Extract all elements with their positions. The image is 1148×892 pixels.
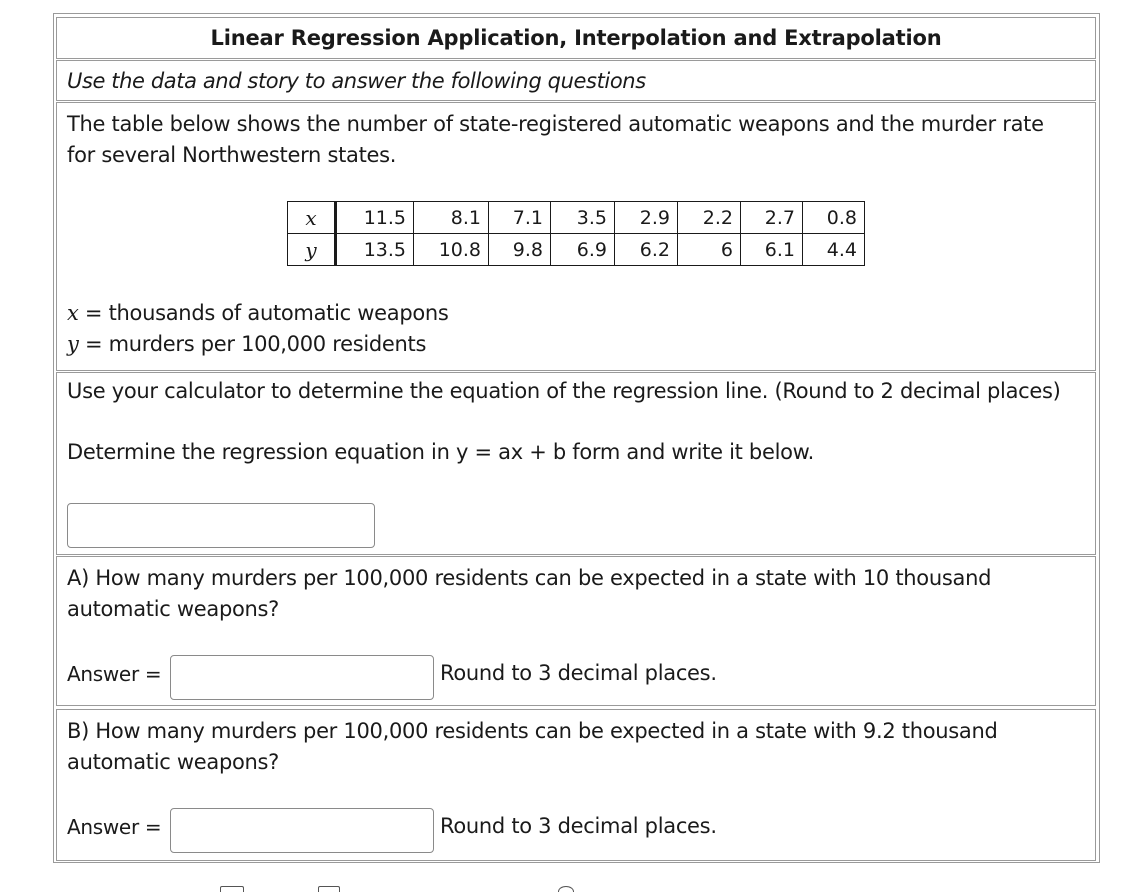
table-row-x bbox=[288, 202, 865, 234]
x-cell: 0.8 bbox=[803, 202, 865, 234]
answer-b-note: Round to 3 decimal places. bbox=[440, 814, 717, 838]
y-cell: 13.5 bbox=[336, 234, 414, 266]
answer-b-label: Answer = bbox=[67, 815, 162, 839]
answer-a-label: Answer = bbox=[67, 662, 162, 686]
question-b-cell bbox=[56, 709, 1096, 861]
question-a-text: A) How many murders per 100,000 residents can be expected in a state with 10 thousand automatic weapons? bbox=[67, 566, 992, 621]
instructions-cell bbox=[56, 60, 1096, 101]
table-row-y bbox=[288, 234, 865, 266]
x-header: x bbox=[288, 202, 336, 234]
y-cell: 6.2 bbox=[615, 234, 678, 266]
story-cell bbox=[56, 102, 1096, 371]
question-container bbox=[53, 13, 1100, 863]
y-cell: 6.9 bbox=[551, 234, 615, 266]
x-cell: 2.9 bbox=[615, 202, 678, 234]
data-table bbox=[287, 201, 865, 266]
y-cell: 4.4 bbox=[803, 234, 865, 266]
x-cell: 2.7 bbox=[741, 202, 803, 234]
question-a-cell bbox=[56, 556, 1096, 706]
x-cell: 3.5 bbox=[551, 202, 615, 234]
y-cell: 9.8 bbox=[489, 234, 551, 266]
page-title: Linear Regression Application, Interpolation and Extrapolation bbox=[210, 26, 942, 50]
y-definition bbox=[67, 332, 426, 356]
y-header: y bbox=[288, 234, 336, 266]
x-def-text: = thousands of automatic weapons bbox=[78, 301, 449, 325]
x-cell: 11.5 bbox=[336, 202, 414, 234]
answer-b-input[interactable] bbox=[170, 808, 434, 853]
clipped-footer-controls bbox=[60, 884, 760, 892]
regression-instruction: Determine the regression equation in y = ax + b form and write it below. bbox=[67, 440, 814, 464]
regression-cell bbox=[56, 372, 1096, 555]
x-cell: 2.2 bbox=[678, 202, 741, 234]
clipped-control bbox=[318, 886, 340, 892]
x-cell: 8.1 bbox=[414, 202, 489, 234]
answer-a-note: Round to 3 decimal places. bbox=[440, 661, 717, 685]
y-cell: 10.8 bbox=[414, 234, 489, 266]
instructions-text: Use the data and story to answer the following questions bbox=[67, 68, 646, 93]
regression-equation-input[interactable] bbox=[67, 503, 375, 548]
y-cell: 6.1 bbox=[741, 234, 803, 266]
y-def-variable: y bbox=[67, 332, 79, 356]
x-definition bbox=[67, 301, 449, 325]
clipped-control bbox=[558, 886, 574, 892]
story-text: The table below shows the number of state-registered automatic weapons and the murder rate for several Northwestern states. bbox=[67, 112, 1044, 167]
question-b-text: B) How many murders per 100,000 residents can be expected in a state with 9.2 thousand automatic weapons? bbox=[67, 719, 998, 774]
x-def-variable: x bbox=[67, 301, 79, 325]
y-cell: 6 bbox=[678, 234, 741, 266]
regression-prompt: Use your calculator to determine the equation of the regression line. (Round to 2 decimal places) bbox=[67, 379, 1061, 403]
clipped-control bbox=[220, 886, 244, 892]
title-cell bbox=[56, 17, 1096, 59]
x-cell: 7.1 bbox=[489, 202, 551, 234]
answer-a-input[interactable] bbox=[170, 655, 434, 700]
y-def-text: = murders per 100,000 residents bbox=[78, 332, 427, 356]
